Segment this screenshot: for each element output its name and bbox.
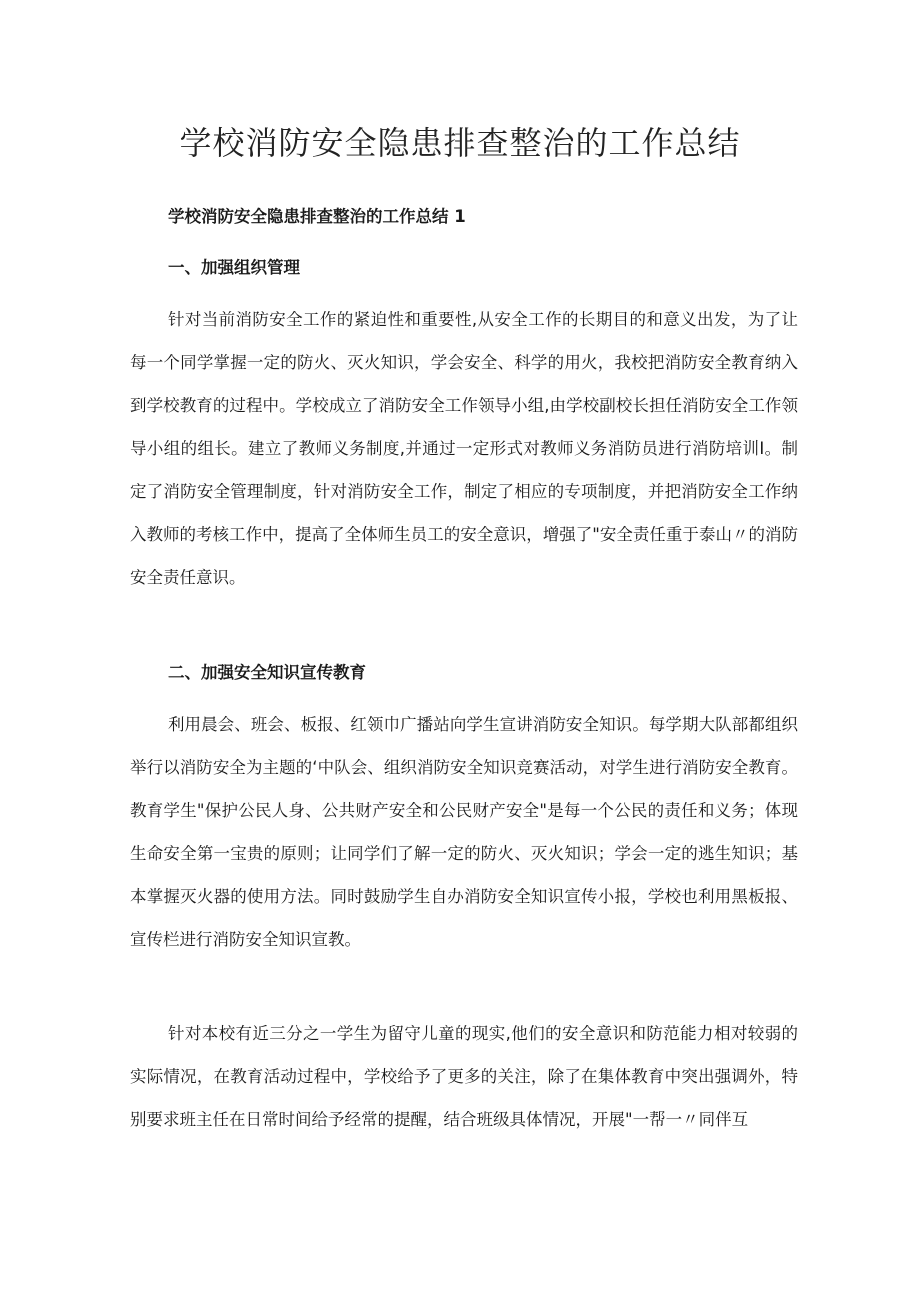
section-1-heading: 一、加强组织管理 — [168, 258, 300, 277]
section-1-paragraph: 针对当前消防安全工作的紧迫性和重要性,从安全工作的长期目的和意义出发，为了让每一个同学掌握一定的防火、灭火知识，学会安全、科学的用火，我校把消防安全教育纳入到学校教育的过程中。学校成立了消防安全工作领导小组,由学校副校长担任消防安全工作领导小组的组长。建立了教师义务制度,并通过一定形式对教师义务消防员进行消防培训I。制定了消防安全管理制度，针对消防安全工作，制定了相应的专项制度，并把消防安全工作纳入教师的考核工作中，提高了全体师生员工的安全意识，增强了"安全责任重于泰山〃的消防安全责任意识。 — [130, 310, 798, 587]
document-subtitle: 学校消防安全隐患排查整治的工作总结 1 — [168, 207, 466, 226]
section-2-paragraph-2: 针对本校有近三分之一学生为留守儿童的现实,他们的安全意识和防范能力相对较弱的实际情况，在教育活动过程中，学校给予了更多的关注，除了在集体教育中突出强调外，特别要求班主任在日常时间给予经常的提醒，结合班级具体情况，开展"一帮一〃同伴互 — [130, 1024, 798, 1129]
section-2-paragraph-1: 利用晨会、班会、板报、红领巾广播站向学生宣讲消防安全知识。每学期大队部都组织举行以消防安全为主题的‘中队会、组织消防安全知识竞赛活动，对学生进行消防安全教育。教育学生"保护公民人身、公共财产安全和公民财产安全"是每一个公民的责任和义务；体现生命安全第一宝贵的原则；让同学们了解一定的防火、灭火知识；学会一定的逃生知识；基本掌握灭火器的使用方法。同时鼓励学生自办消防安全知识宣传小报，学校也利用黑板报、宣传栏进行消防安全知识宣教。 — [130, 715, 798, 949]
document-title: 学校消防安全隐患排查整治的工作总结 — [179, 124, 741, 162]
section-2-heading: 二、加强安全知识宣传教育 — [168, 663, 366, 682]
